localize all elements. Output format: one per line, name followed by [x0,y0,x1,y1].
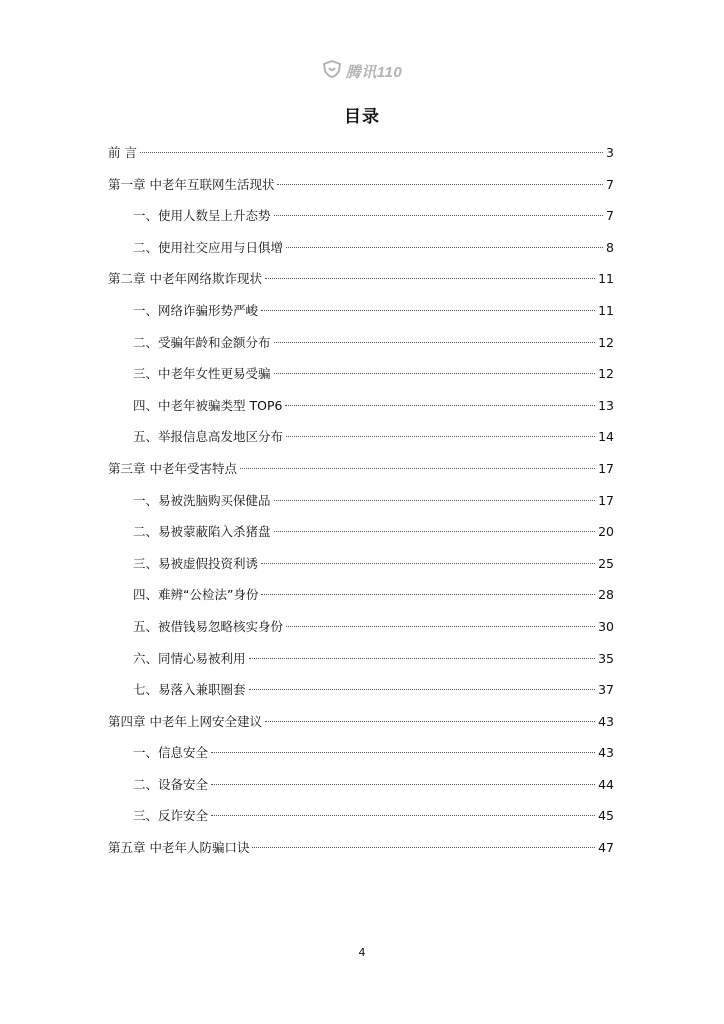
toc-entry-label: 二、使用社交应用与日俱增 [133,239,284,255]
toc-section-entry[interactable] [108,428,614,460]
toc-entry-label: 第一章 中老年互联网生活现状 [108,176,275,192]
toc-leader-dots [274,531,596,532]
toc-entry-page: 25 [598,555,614,571]
toc-entry-page: 30 [598,618,614,634]
toc-entry-page: 7 [606,208,614,224]
toc-entry-label: 六、同情心易被利用 [133,650,246,666]
toc-section-entry[interactable] [108,207,614,239]
header-logo [0,60,724,82]
toc-leader-dots [211,752,595,753]
toc-leader-dots [274,500,596,501]
toc-section-entry[interactable] [108,397,614,429]
toc-entry-page: 43 [598,713,614,729]
toc-section-entry[interactable] [108,302,614,334]
toc-entry-page: 14 [598,429,614,445]
toc-section-entry[interactable] [108,776,614,808]
toc-entry-page: 28 [598,587,614,603]
toc-entry-label: 一、易被洗脑购买保健品 [133,492,271,508]
toc-entry-label: 四、难辨“公检法”身份 [133,587,259,603]
toc-entry-label: 第五章 中老年人防骗口诀 [108,840,250,856]
toc-entry-label: 前 言 [108,145,137,160]
toc-section-entry[interactable] [108,239,614,271]
toc-entry-label: 四、中老年被骗类型 TOP6 [133,397,283,413]
toc-entry-label: 二、设备安全 [133,776,209,792]
toc-chapter-entry[interactable] [108,176,614,208]
toc-leader-dots [286,436,595,437]
page-title: 目录 [344,107,380,127]
toc-section-entry[interactable] [108,681,614,713]
toc-entry-label: 一、使用人数呈上升态势 [133,208,271,224]
toc-section-entry[interactable] [108,334,614,366]
toc-entry-page: 12 [598,366,614,382]
toc-entry-label: 五、被借钱易忽略核实身份 [133,618,284,634]
toc-chapter-entry[interactable] [108,713,614,745]
toc-entry-page: 8 [606,239,614,255]
toc-leader-dots [277,184,603,185]
toc-leader-dots [249,658,596,659]
page-number: 4 [358,946,366,959]
toc-section-entry[interactable] [108,618,614,650]
toc-chapter-entry[interactable] [108,270,614,302]
toc-leader-dots [274,342,596,343]
toc-entry-page: 35 [598,650,614,666]
toc-section-entry[interactable] [108,365,614,397]
toc-entry-label: 七、易落入兼职圈套 [133,682,246,698]
toc-section-entry[interactable] [108,807,614,839]
toc-entry-page: 7 [606,176,614,192]
toc-leader-dots [286,247,603,248]
logo-text: 腾讯110 [345,63,403,81]
toc-entry-label: 一、信息安全 [133,745,209,761]
toc-leader-dots [285,405,595,406]
toc-entry-label: 二、易被蒙蔽陷入杀猪盘 [133,524,271,540]
toc-entry-page: 17 [598,492,614,508]
toc-section-entry[interactable] [108,744,614,776]
toc-leader-dots [249,689,596,690]
toc-section-entry[interactable] [108,586,614,618]
toc-entry-page: 43 [598,745,614,761]
toc-entry-label: 第四章 中老年上网安全建议 [108,713,262,729]
toc-chapter-entry[interactable] [108,839,614,871]
toc-leader-dots [211,784,595,785]
toc-section-entry[interactable] [108,492,614,524]
toc-entry-label: 第二章 中老年网络欺诈现状 [108,271,262,287]
toc-section-entry[interactable] [108,650,614,682]
toc-leader-dots [240,468,595,469]
toc-entry-page: 11 [598,271,614,287]
shield-heart-icon [322,60,342,82]
toc-entry-page: 37 [598,682,614,698]
toc-entry-page: 12 [598,334,614,350]
toc-leader-dots [261,563,595,564]
toc-leader-dots [286,626,595,627]
toc-entry-label: 第三章 中老年受害特点 [108,460,237,476]
toc-leader-dots [211,815,595,816]
toc-leader-dots [261,310,595,311]
toc-entry-label: 一、网络诈骗形势严峻 [133,302,259,318]
toc-leader-dots [274,373,596,374]
toc-entry-label: 三、反诈安全 [133,808,209,824]
toc-leader-dots [265,278,595,279]
toc-leader-dots [252,847,595,848]
table-of-contents [108,144,614,871]
toc-section-entry[interactable] [108,523,614,555]
toc-leader-dots [261,594,595,595]
toc-entry-page: 20 [598,524,614,540]
toc-entry-page: 45 [598,808,614,824]
toc-leader-dots [274,215,604,216]
toc-entry-label: 三、易被虚假投资利诱 [133,555,259,571]
toc-entry-page: 17 [598,460,614,476]
toc-entry-page: 13 [598,397,614,413]
toc-entry-label: 五、举报信息高发地区分布 [133,429,284,445]
toc-leader-dots [265,721,595,722]
toc-entry-page: 11 [598,302,614,318]
toc-chapter-entry[interactable] [108,144,614,176]
toc-leader-dots [140,152,603,153]
toc-chapter-entry[interactable] [108,460,614,492]
toc-entry-page: 3 [606,145,614,160]
toc-entry-page: 44 [598,776,614,792]
toc-entry-label: 三、中老年女性更易受骗 [133,366,271,382]
toc-section-entry[interactable] [108,555,614,587]
toc-entry-page: 47 [598,840,614,856]
toc-entry-label: 二、受骗年龄和金额分布 [133,334,271,350]
